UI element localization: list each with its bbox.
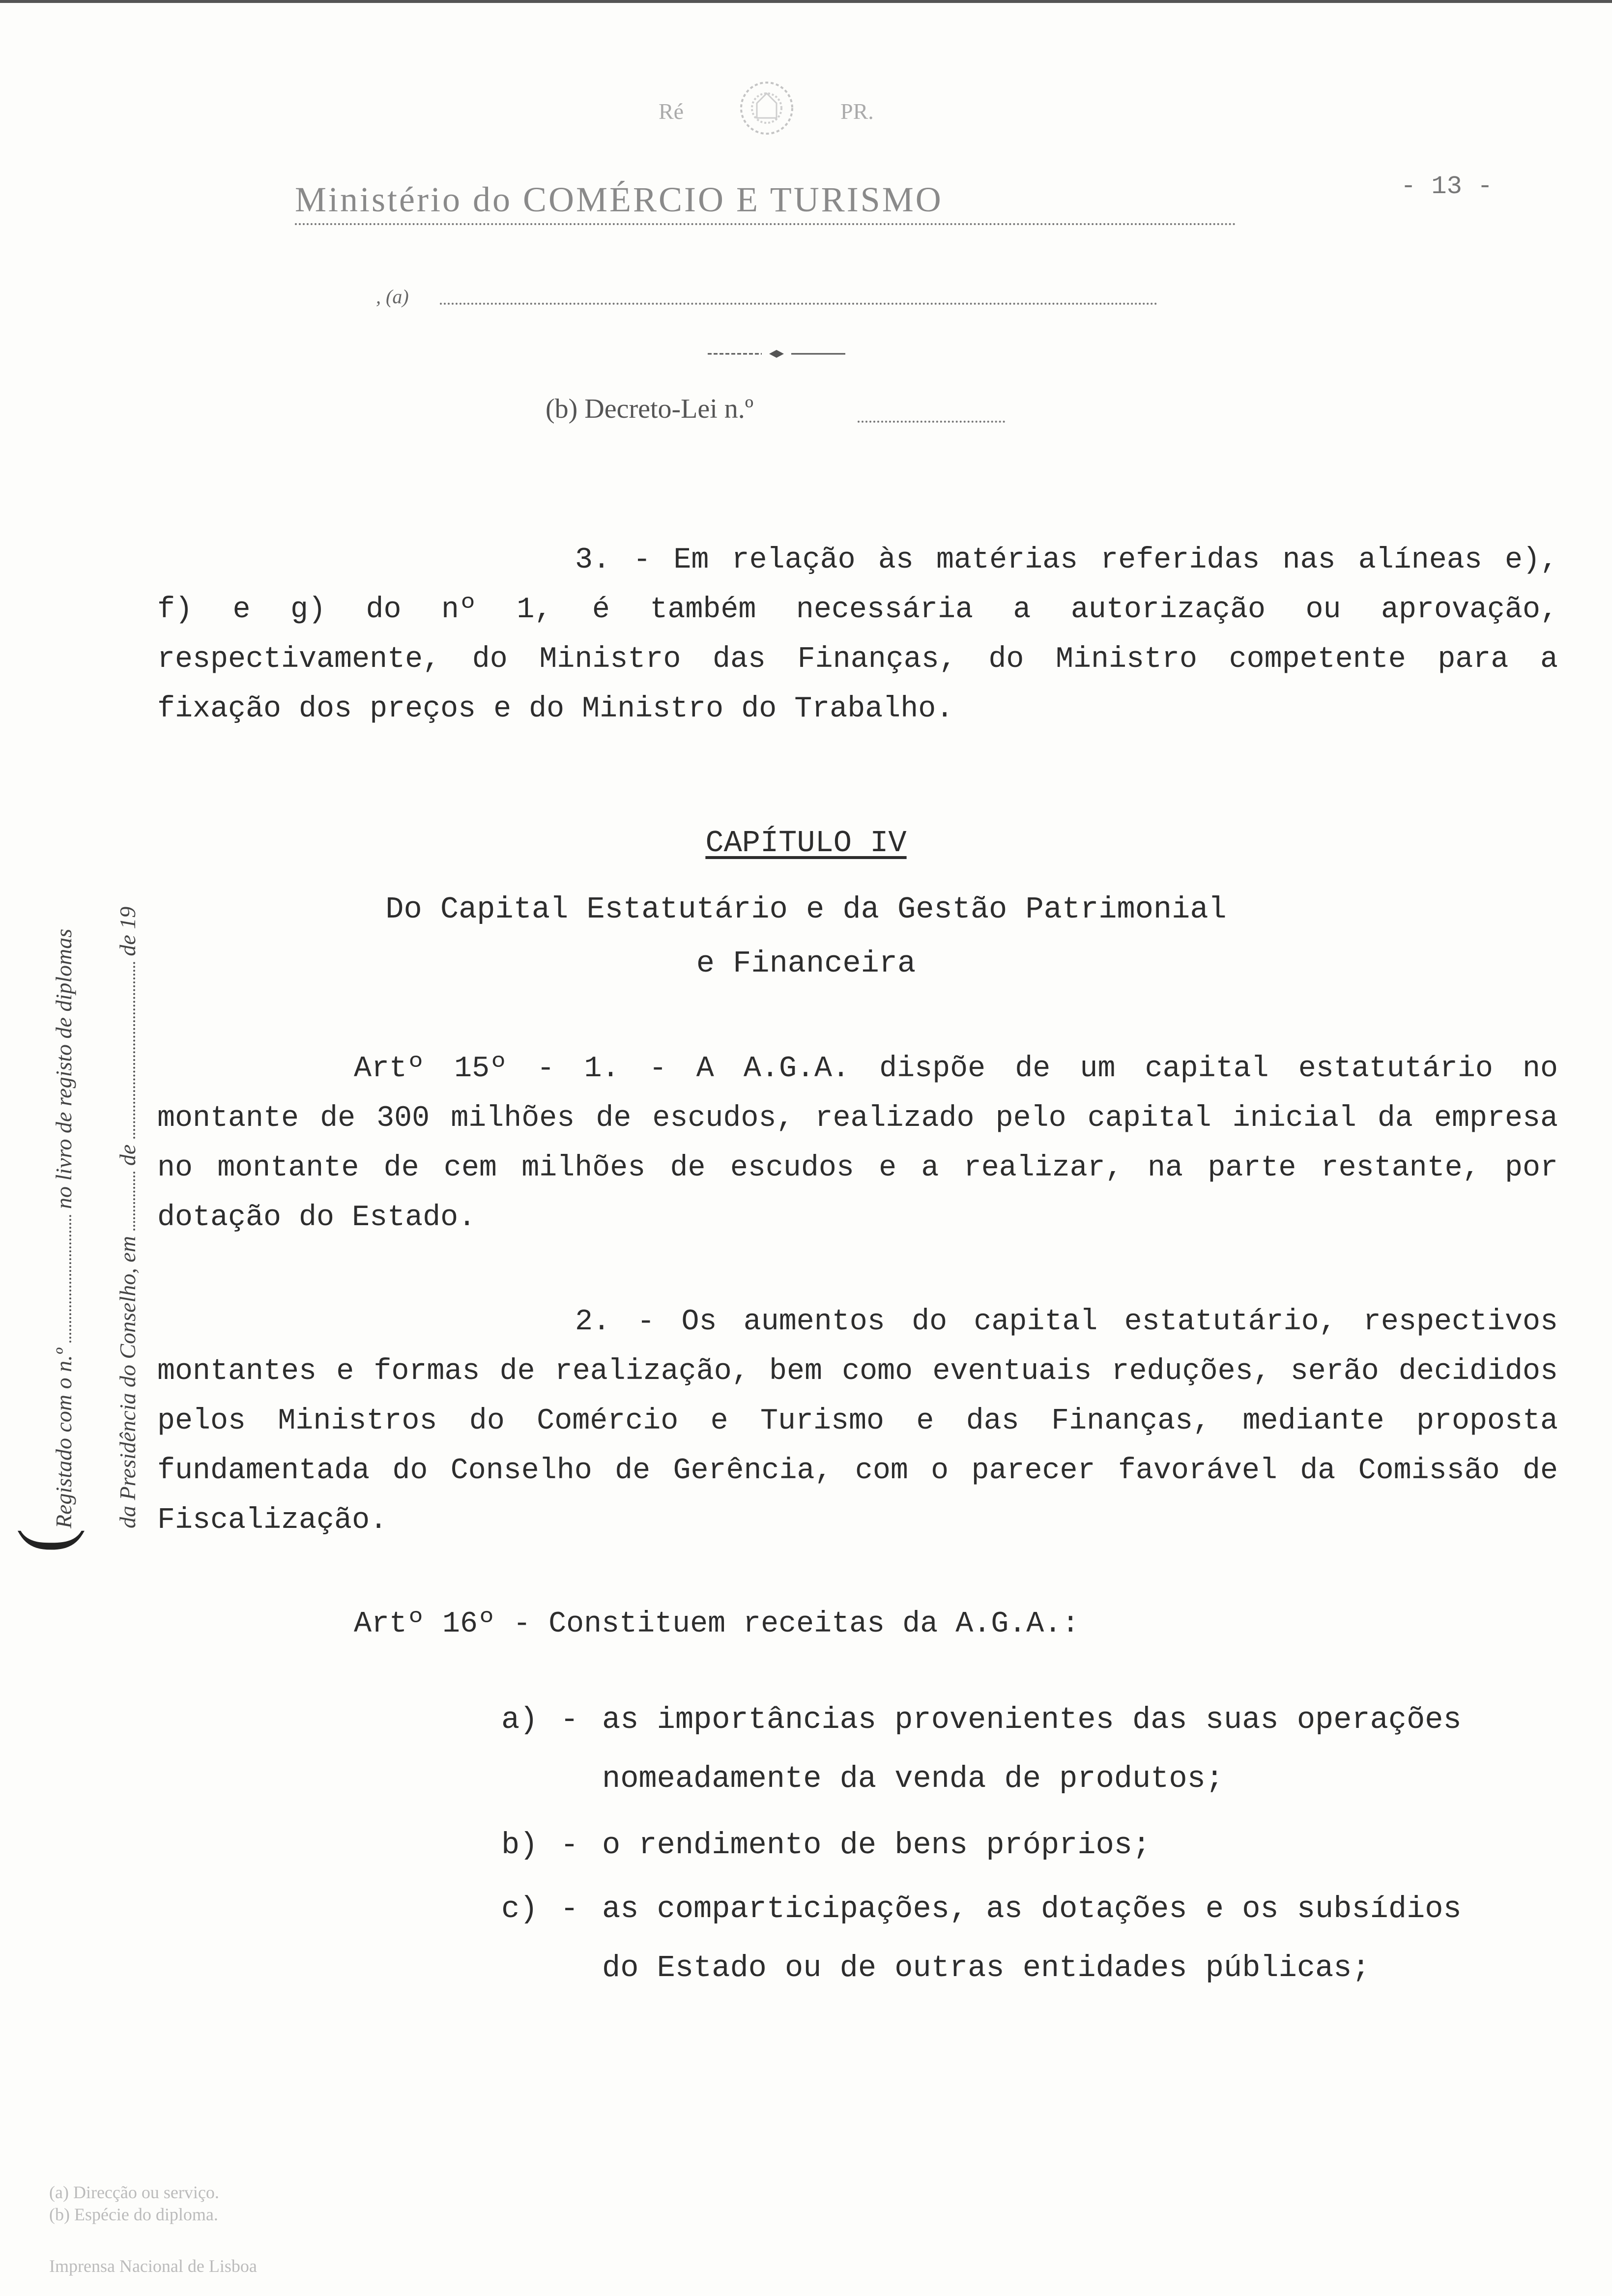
paragraph-3: 3. - Em relação às matérias referidas nas alíneas e), f) e g) do nº 1, é também necessária a autorização ou aprovação, respectivamente, do Ministro das Finanças, do Ministro competente para a fixação dos preços e do Ministro do Trabalho.	[157, 544, 1558, 726]
item-a-line-2: nomeadamente da venda de produtos;	[602, 1761, 1224, 1796]
item-a-dash: -	[560, 1702, 579, 1737]
decree-label: (b) Decreto-Lei n.º	[546, 394, 754, 424]
coat-of-arms-emblem	[727, 74, 806, 143]
item-b-letter: b)	[501, 1828, 538, 1863]
chapter-subtitle-2: e Financeira	[696, 946, 916, 981]
item-b-line-1: o rendimento de bens próprios;	[602, 1828, 1151, 1863]
item-c-dash: -	[560, 1892, 579, 1926]
ministry-heading: Ministério do COMÉRCIO E TURISMO	[295, 179, 1236, 225]
item-c-line-1: as comparticipações, as dotações e os subsídios	[602, 1892, 1462, 1926]
item-b-dash: -	[560, 1828, 579, 1863]
item-c-letter: c)	[501, 1892, 538, 1926]
department-dotted-line	[440, 303, 1157, 305]
margin-note-line-2: da Presidência do Conselho, em de de 19	[115, 906, 140, 1528]
item-c-line-2: do Estado ou de outras entidades públicas;	[602, 1951, 1370, 1985]
footnote-a: (a) Direcção ou serviço.	[49, 2182, 219, 2202]
chapter-subtitle-1: Do Capital Estatutário e da Gestão Patrimonial	[385, 892, 1227, 927]
emblem-side-right: PR.	[840, 99, 874, 124]
item-a-line-1: as importâncias provenientes das suas operações	[602, 1702, 1462, 1737]
page-number: - 13 -	[1401, 172, 1493, 201]
article-15-paragraph-1: Artº 15º - 1. - A A.G.A. dispõe de um capital estatutário no montante de 300 milhões de escudos, realizado pelo capital inicial da empresa no montante de cem milhões de escudos e a realizar, na parte restante, por dotação do Estado.	[157, 1052, 1558, 1234]
top-border	[0, 0, 1612, 3]
emblem-side-left: Ré	[659, 99, 684, 124]
chapter-title: CAPÍTULO IV	[705, 826, 907, 861]
registration-margin-note	[3, 619, 160, 1553]
decree-dotted-line	[858, 421, 1005, 423]
margin-note-line-1: Registado com o n.º no livro de registo de diplomas	[51, 928, 76, 1528]
printer-imprint: Imprensa Nacional de Lisboa	[49, 2256, 257, 2276]
item-a-letter: a)	[501, 1702, 538, 1737]
ornament-divider	[708, 348, 845, 360]
footnote-b: (b) Espécie do diploma.	[49, 2205, 218, 2224]
article-15-paragraph-2: 2. - Os aumentos do capital estatutário, respectivos montantes e formas de realização, bem como eventuais reduções, serão decididos pelos Ministros do Comércio e Turismo e das Finanças, mediante proposta fundamentada do Conselho de Gerência, com o parecer favorável da Comissão de Fiscalização.	[157, 1305, 1558, 1537]
margin-bracket: (	[3, 1528, 85, 1553]
department-marker: , (a)	[376, 286, 409, 308]
article-16-intro: Artº 16º - Constituem receitas da A.G.A.:	[354, 1607, 1080, 1641]
